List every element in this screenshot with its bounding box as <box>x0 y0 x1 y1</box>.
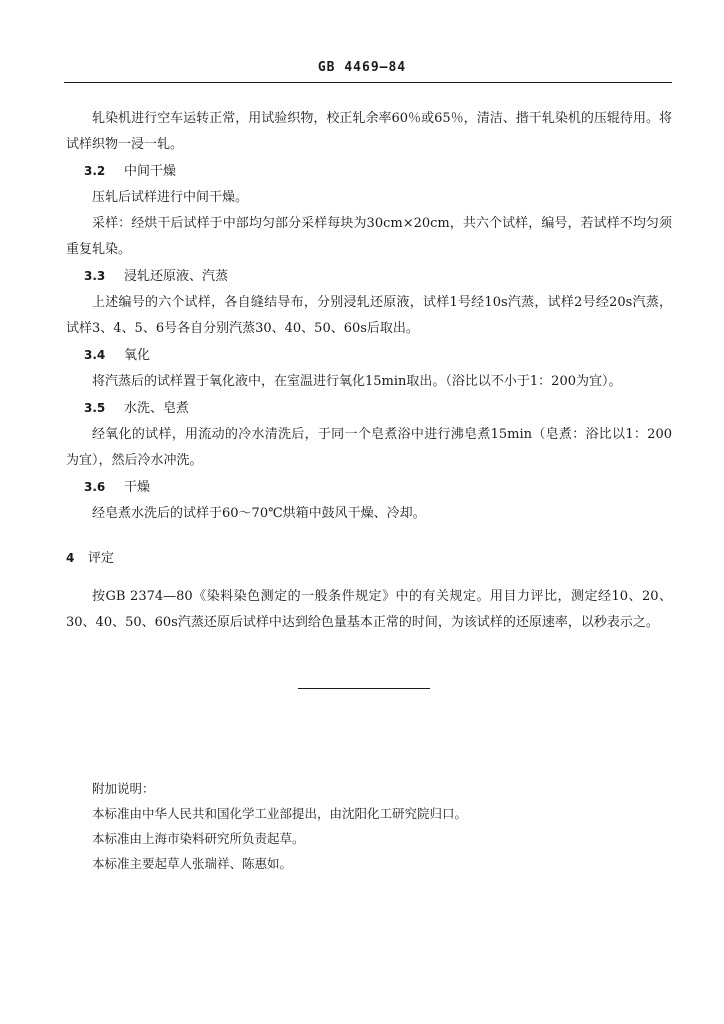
section-paragraph: 经氧化的试样，用流动的冷水清洗后，于同一个皂煮浴中进行沸皂煮15min（皂煮：浴比以1：200为宜），然后冷水冲洗。 <box>66 427 672 468</box>
section-paragraph: 将汽蒸后的试样置于氧化液中，在室温进行氧化15min取出。（浴比以不小于1：200为宜）。 <box>92 374 622 389</box>
intro-paragraph: 轧染机进行空车运转正常，用试验织物，校正轧余率60％或65％，清洁、揩干轧染机的压辊待用。将试样织物一浸一轧。 <box>66 111 672 152</box>
section-title: 干燥 <box>124 480 151 495</box>
section-title: 中间干燥 <box>124 164 177 179</box>
section-3-2 <box>66 158 672 263</box>
chapter-heading <box>66 545 672 572</box>
section-3-5 <box>66 395 672 474</box>
section-title: 氧化 <box>124 348 151 363</box>
chapter-4 <box>66 545 672 636</box>
section-heading <box>66 474 672 501</box>
section-paragraph: 压轧后试样进行中间干燥。 <box>92 190 249 205</box>
chapter-title: 评定 <box>88 551 115 566</box>
section-heading <box>66 263 672 290</box>
notes-line: 本标准由中华人民共和国化学工业部提出，由沈阳化工研究院归口。 <box>92 806 468 821</box>
section-number: 3.3 <box>84 269 106 283</box>
section-number: 3.6 <box>84 480 106 494</box>
chapter-paragraph: 按GB 2374—80《染料染色测定的一般条件规定》中的有关规定。用目力评比，测定经10、20、30、40、50、60s汽蒸还原后试样中达到给色量基本正常的时间，为该试样的还原速率，以秒表示之。 <box>66 589 672 630</box>
section-title: 水洗、皂煮 <box>124 401 190 416</box>
section-heading <box>66 158 672 185</box>
section-heading <box>66 342 672 369</box>
section-heading <box>66 395 672 422</box>
section-3-4 <box>66 342 672 395</box>
document-body <box>66 106 672 636</box>
section-paragraph: 采样：经烘干后试样于中部均匀部分采样每块为30cm×20cm，共六个试样，编号，若试样不均匀须重复轧染。 <box>66 216 672 257</box>
section-3-3 <box>66 263 672 342</box>
section-paragraph: 经皂煮水洗后的试样于60～70℃烘箱中鼓风干燥、冷却。 <box>92 506 426 521</box>
header-divider <box>64 82 672 83</box>
section-number: 3.4 <box>84 348 106 362</box>
section-number: 3.5 <box>84 401 106 415</box>
notes-line: 本标准主要起草人张瑞祥、陈惠如。 <box>92 856 293 871</box>
notes-line: 本标准由上海市染料研究所负责起草。 <box>92 831 305 846</box>
section-3-6 <box>66 474 672 527</box>
section-title: 浸轧还原液、汽蒸 <box>124 269 229 284</box>
end-of-text-rule <box>298 688 430 689</box>
section-paragraph: 上述编号的六个试样，各自缝结导布，分别浸轧还原液，试样1号经10s汽蒸，试样2号经20s汽蒸，试样3、4、5、6号各自分别汽蒸30、40、50、60s后取出。 <box>66 295 672 336</box>
standard-number-header: GB 4469—84 <box>317 60 407 75</box>
chapter-number: 4 <box>66 551 75 565</box>
notes-heading: 附加说明： <box>92 781 155 796</box>
additional-notes <box>92 776 652 876</box>
section-number: 3.2 <box>84 164 106 178</box>
